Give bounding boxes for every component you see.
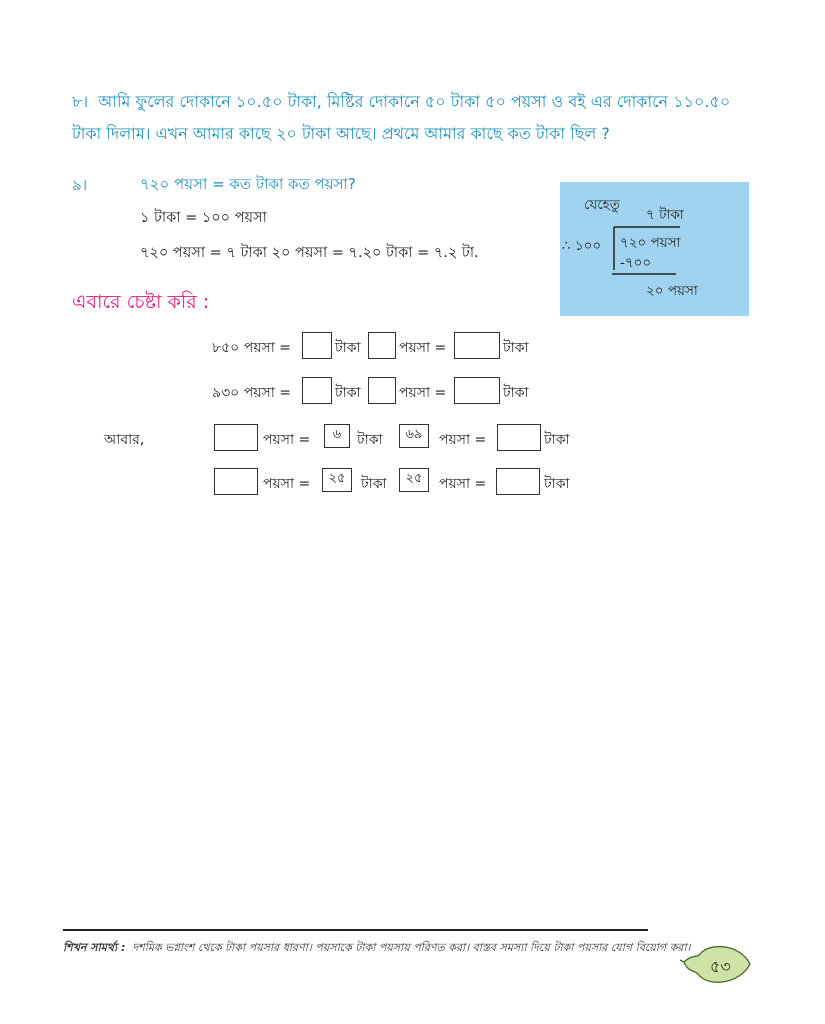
row1-taka-box[interactable] [302, 332, 332, 359]
row1-taka-label: টাকা [335, 340, 361, 356]
row1-paisa-eq-label: পয়সা = [399, 340, 447, 356]
row1-paisa-label: ৮৫০ পয়সা = [212, 340, 291, 356]
row4-taka-value: ২৫ [322, 468, 352, 492]
page-number: ৫৩ [710, 957, 731, 976]
division-dividend: ৭২০ পয়সা [620, 235, 681, 251]
division-subtract: -৭০০ [620, 255, 652, 271]
row3-result-paisa-eq-label: পয়সা = [439, 432, 487, 448]
row2-paisa-eq-label: পয়সা = [399, 385, 447, 401]
division-remainder: ২০ পয়সা [646, 283, 698, 299]
row2-taka-label: টাকা [335, 385, 361, 401]
footer-label: শিখন সামর্থ্য : [63, 941, 126, 954]
row3-taka-label: টাকা [357, 432, 383, 448]
division-divisor: ∴ ১০০ [562, 238, 602, 254]
question-9-line-2: ৭২০ পয়সা = ৭ টাকা ২০ পয়সা = ৭.২০ টাকা = ৭.২ টা. [140, 245, 479, 261]
row2-result-taka-label: টাকা [503, 385, 529, 401]
question-9-line-1: ১ টাকা = ১০০ পয়সা [140, 210, 267, 226]
footer-divider [63, 929, 648, 931]
row3-paisa-box[interactable] [214, 424, 258, 451]
row1-result-box[interactable] [454, 332, 500, 359]
footer-learning-outcome [63, 937, 703, 959]
row4-paisa-box[interactable] [214, 468, 258, 495]
row4-paisa-eq-label: পয়সা = [263, 476, 311, 492]
question-8 [72, 86, 762, 150]
row4-result-paisa-eq-label: পয়সা = [439, 476, 487, 492]
question-9-title: ৭২০ পয়সা = কত টাকা কত পয়সা? [140, 175, 356, 193]
row4-result-taka-label: টাকা [544, 476, 570, 492]
question-8-number: ৮। [72, 92, 89, 111]
try-heading: এবারে চেষ্টা করি : [72, 291, 210, 313]
row3-paisa-eq-label: পয়সা = [263, 432, 311, 448]
row3-result-taka-label: টাকা [544, 432, 570, 448]
row2-result-box[interactable] [454, 377, 500, 404]
question-9-number: ৯। [72, 176, 88, 194]
question-8-text: আমি ফুলের দোকানে ১০.৫০ টাকা, মিষ্টির দোকানে ৫০ টাকা ৫০ পয়সা ও বই এর দোকানে ১১০.৫০ টাকা দিলাম। এখন আমার কাছে ২০ টাকা আছে। প্রথমে আমার কাছে কত টাকা ছিল ? [72, 92, 731, 143]
row4-taka-label: টাকা [361, 476, 387, 492]
division-quotient: ৭ টাকা [646, 207, 684, 223]
row4-result-box[interactable] [496, 468, 540, 495]
row2-taka-box[interactable] [302, 377, 332, 404]
row3-taka-value: ৬ [324, 424, 350, 448]
row1-result-taka-label: টাকা [503, 340, 529, 356]
row2-paisa-label: ৯৩০ পয়সা = [212, 385, 291, 401]
row4-paisa-value: ২৫ [399, 468, 429, 492]
again-label: আবার, [104, 432, 145, 448]
row3-result-box[interactable] [497, 424, 541, 451]
row2-paisa-box[interactable] [368, 377, 396, 404]
footer-text: দশমিক ভগ্নাংশ থেকে টাকা পয়সার ধারণা। পয়সাকে টাকা পয়সায় পরিণত করা। বাস্তব সমস্যা দিয়ে টাকা পয়সার যোগ বিয়োগ করা। [132, 941, 691, 954]
row3-paisa-value: ৬৯ [399, 424, 429, 448]
row1-paisa-box[interactable] [368, 332, 396, 359]
since-label: যেহেতু [584, 197, 620, 213]
division-panel [560, 182, 749, 316]
